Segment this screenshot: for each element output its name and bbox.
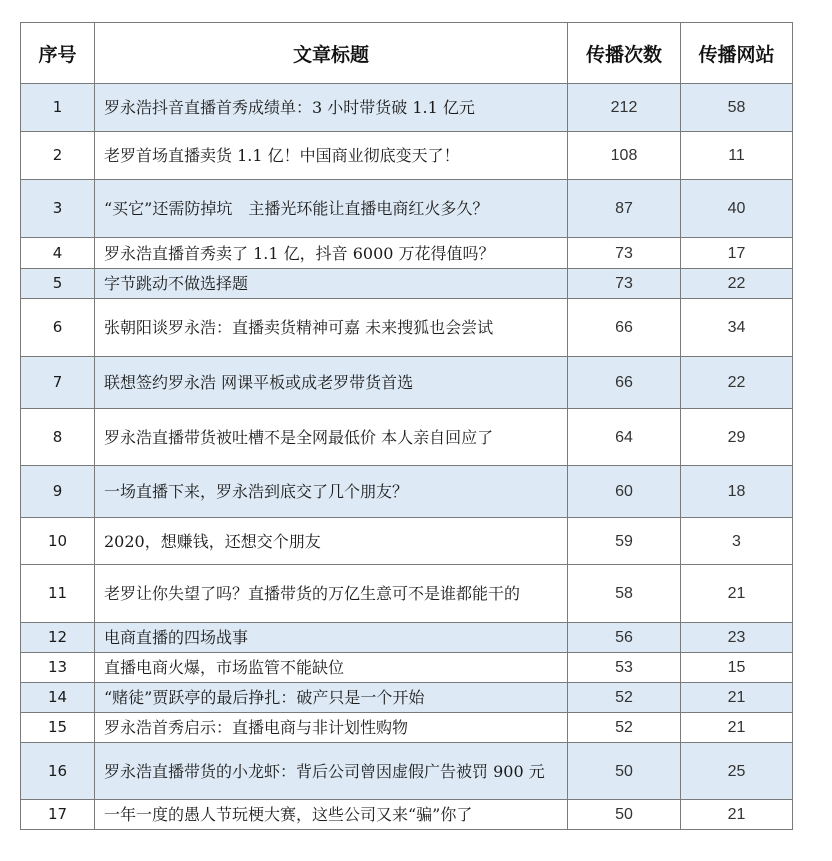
row-article-title: 一年一度的愚人节玩梗大赛，这些公司又来“骗”你了 (95, 800, 568, 830)
row-index: 13 (21, 653, 95, 683)
row-spread-count: 58 (568, 565, 681, 623)
row-spread-sites: 29 (681, 409, 793, 466)
table-row (21, 623, 793, 653)
row-article-title: 一场直播下来，罗永浩到底交了几个朋友？ (95, 466, 568, 518)
row-index: 6 (21, 299, 95, 357)
row-index: 11 (21, 565, 95, 623)
row-spread-count: 52 (568, 683, 681, 713)
table-row (21, 238, 793, 269)
row-spread-count: 60 (568, 466, 681, 518)
header-article-title: 文章标题 (95, 23, 568, 84)
row-index: 17 (21, 800, 95, 830)
row-spread-count: 64 (568, 409, 681, 466)
table-row (21, 683, 793, 713)
row-spread-sites: 40 (681, 180, 793, 238)
row-index: 9 (21, 466, 95, 518)
row-spread-sites: 18 (681, 466, 793, 518)
table-row (21, 180, 793, 238)
table-row (21, 800, 793, 830)
row-article-title: 老罗让你失望了吗？直播带货的万亿生意可不是谁都能干的 (95, 565, 568, 623)
row-index: 5 (21, 269, 95, 299)
row-article-title: 直播电商火爆，市场监管不能缺位 (95, 653, 568, 683)
table-row (21, 743, 793, 800)
row-spread-sites: 21 (681, 565, 793, 623)
row-article-title: 罗永浩直播首秀卖了 1.1 亿，抖音 6000 万花得值吗？ (95, 238, 568, 269)
row-spread-sites: 34 (681, 299, 793, 357)
row-spread-sites: 21 (681, 800, 793, 830)
header-spread-count: 传播次数 (568, 23, 681, 84)
row-article-title: “买它”还需防掉坑 主播光环能让直播电商红火多久？ (95, 180, 568, 238)
row-article-title: “赌徒”贾跃亭的最后挣扎：破产只是一个开始 (95, 683, 568, 713)
table-row (21, 653, 793, 683)
row-index: 12 (21, 623, 95, 653)
row-article-title: 罗永浩直播带货的小龙虾：背后公司曾因虚假广告被罚 900 元 (95, 743, 568, 800)
row-spread-count: 50 (568, 800, 681, 830)
row-spread-sites: 3 (681, 518, 793, 565)
row-index: 2 (21, 132, 95, 180)
row-spread-sites: 11 (681, 132, 793, 180)
row-index: 7 (21, 357, 95, 409)
table-row (21, 466, 793, 518)
row-article-title: 罗永浩抖音直播首秀成绩单：3 小时带货破 1.1 亿元 (95, 84, 568, 132)
row-index: 3 (21, 180, 95, 238)
table-row (21, 299, 793, 357)
row-article-title: 罗永浩直播带货被吐槽不是全网最低价 本人亲自回应了 (95, 409, 568, 466)
row-article-title: 2020，想赚钱，还想交个朋友 (95, 518, 568, 565)
row-spread-sites: 21 (681, 683, 793, 713)
row-spread-count: 108 (568, 132, 681, 180)
row-spread-count: 212 (568, 84, 681, 132)
header-index: 序号 (21, 23, 95, 84)
row-spread-sites: 23 (681, 623, 793, 653)
row-spread-count: 53 (568, 653, 681, 683)
row-spread-count: 66 (568, 299, 681, 357)
row-spread-count: 59 (568, 518, 681, 565)
table-row (21, 565, 793, 623)
row-spread-count: 52 (568, 713, 681, 743)
table-body (21, 84, 793, 830)
table-header-row (21, 23, 793, 84)
article-spread-table (20, 22, 793, 830)
row-article-title: 罗永浩首秀启示：直播电商与非计划性购物 (95, 713, 568, 743)
row-spread-count: 50 (568, 743, 681, 800)
row-spread-sites: 15 (681, 653, 793, 683)
row-index: 16 (21, 743, 95, 800)
row-spread-count: 56 (568, 623, 681, 653)
table-row (21, 84, 793, 132)
row-article-title: 电商直播的四场战事 (95, 623, 568, 653)
row-spread-count: 87 (568, 180, 681, 238)
row-index: 10 (21, 518, 95, 565)
table-row (21, 713, 793, 743)
row-spread-count: 73 (568, 269, 681, 299)
row-index: 15 (21, 713, 95, 743)
table-row (21, 409, 793, 466)
row-index: 1 (21, 84, 95, 132)
table-row (21, 132, 793, 180)
row-spread-sites: 22 (681, 357, 793, 409)
header-spread-sites: 传播网站 (681, 23, 793, 84)
row-spread-count: 66 (568, 357, 681, 409)
row-spread-sites: 17 (681, 238, 793, 269)
row-index: 8 (21, 409, 95, 466)
row-index: 4 (21, 238, 95, 269)
row-article-title: 张朝阳谈罗永浩：直播卖货精神可嘉 未来搜狐也会尝试 (95, 299, 568, 357)
row-article-title: 字节跳动不做选择题 (95, 269, 568, 299)
row-article-title: 联想签约罗永浩 网课平板或成老罗带货首选 (95, 357, 568, 409)
row-spread-sites: 58 (681, 84, 793, 132)
row-spread-count: 73 (568, 238, 681, 269)
row-index: 14 (21, 683, 95, 713)
row-spread-sites: 25 (681, 743, 793, 800)
table-row (21, 269, 793, 299)
row-article-title: 老罗首场直播卖货 1.1 亿！中国商业彻底变天了！ (95, 132, 568, 180)
table-row (21, 357, 793, 409)
row-spread-sites: 21 (681, 713, 793, 743)
row-spread-sites: 22 (681, 269, 793, 299)
table-row (21, 518, 793, 565)
